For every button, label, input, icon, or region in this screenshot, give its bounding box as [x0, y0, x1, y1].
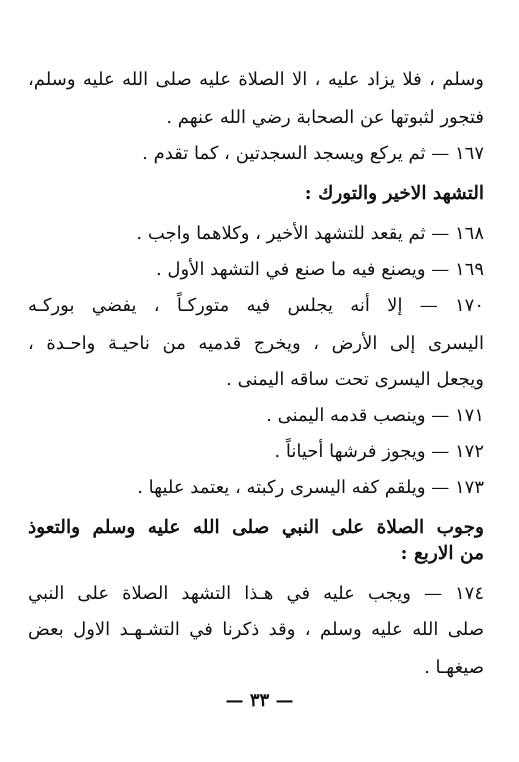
- text-line: ١٦٩ — ويصنع فيه ما صنع في التشهد الأول .: [155, 259, 484, 280]
- text-line: وسلم ، فلا يزاد عليه ، الا الصلاة عليه صلى الله عليه وسلم،: [28, 69, 484, 90]
- text-line: ١٦٨ — ثم يقعد للتشهد الأخير ، وكلاهما واجب .: [136, 223, 484, 244]
- text-line: ١٧٢ — ويجوز فرشها أحياناً .: [274, 441, 484, 462]
- text-line: فتجور لثبوتها عن الصحابة رضي الله عنهم .: [166, 107, 484, 128]
- text-line: ويجعل اليسرى تحت ساقه اليمنى .: [226, 369, 484, 390]
- page-number: — ٣٣ —: [225, 690, 294, 711]
- text-line: ١٧٣ — ويلقم كفه اليسرى ركبته ، يعتمد عليها .: [137, 477, 484, 498]
- text-line: ١٦٧ — ثم يركع ويسجد السجدتين ، كما تقدم .: [142, 143, 484, 164]
- text-line: صلى الله عليه وسلم ، وقد ذكرنا في التشـهـد الاول بعض: [28, 619, 484, 640]
- section-heading: وجوب الصلاة على النبي صلى الله عليه وسلم والتعوذ: [28, 517, 484, 538]
- text-line: اليسرى إلى الأرض ، ويخرج قدميه من ناحيـة واحـدة ،: [28, 333, 484, 354]
- section-heading: التشهد الاخير والتورك :: [304, 183, 484, 204]
- text-line: ١٧٤ — ويجب عليه في هـذا التشهد الصلاة على النبي: [28, 583, 484, 604]
- text-line: ١٧٠ — إلا أنه يجلس فيه متوركـاً ، يفضي بوركـه: [28, 295, 484, 316]
- section-heading: من الاربع :: [400, 543, 484, 564]
- text-line: ١٧١ — وينصب قدمه اليمنى .: [266, 405, 484, 426]
- text-line: صيغهـا .: [424, 657, 484, 678]
